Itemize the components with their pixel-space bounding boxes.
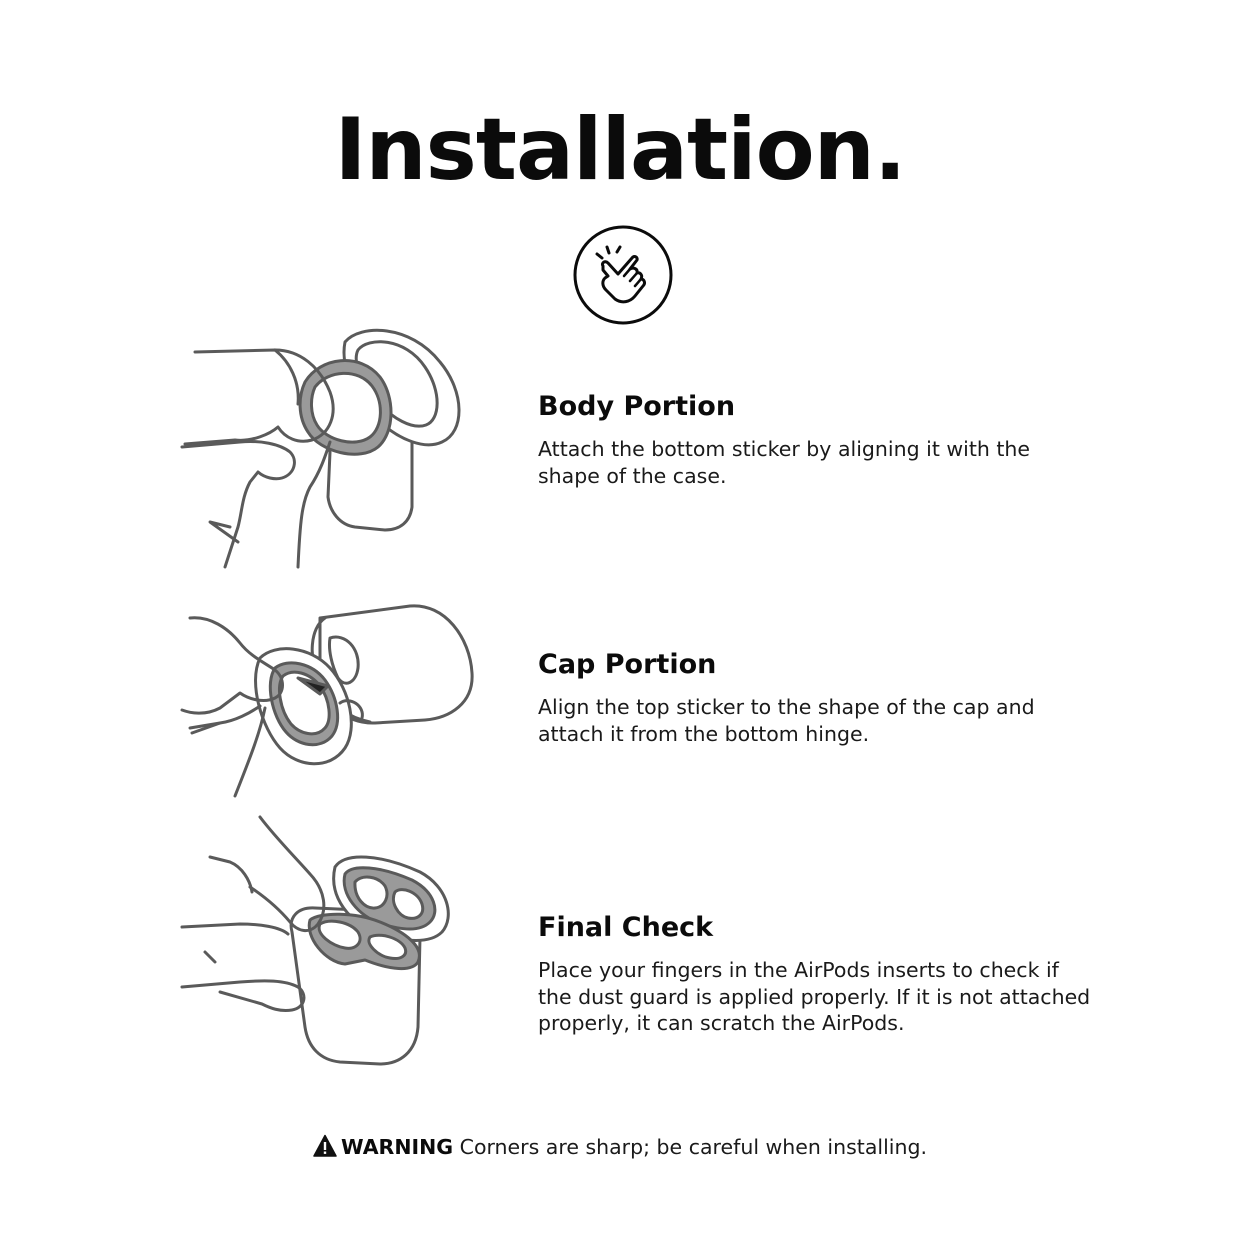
- press-finger-icon: [572, 224, 674, 326]
- step-description-line: properly, it can scratch the AirPods.: [538, 1011, 905, 1035]
- step-description-line: shape of the case.: [538, 463, 727, 488]
- step-title: Cap Portion: [538, 649, 717, 680]
- step-description-line: Place your fingers in the AirPods inserts to check if: [538, 958, 1059, 982]
- step-description-line: Align the top sticker to the shape of the cap and: [538, 695, 1035, 719]
- step-description-line: Attach the bottom sticker by aligning it with the: [538, 437, 1031, 461]
- warning-notice: [0, 1132, 1240, 1162]
- step-cap-portion: [538, 648, 1138, 747]
- cap-portion-illustration: [180, 598, 480, 798]
- step-description: [538, 957, 1138, 1037]
- step-final-check: [538, 911, 1138, 1037]
- body-portion-illustration: [180, 322, 470, 572]
- warning-triangle-icon: [313, 1134, 337, 1158]
- warning-text: Corners are sharp; be careful when installing.: [453, 1135, 927, 1159]
- step-body-portion: [538, 390, 1138, 489]
- step-title: Final Check: [538, 912, 714, 943]
- step-description-line: the dust guard is applied properly. If it is not attached: [538, 984, 1091, 1009]
- final-check-illustration: [180, 812, 460, 1072]
- step-description: [538, 694, 1138, 747]
- step-title: Body Portion: [538, 391, 736, 422]
- warning-label: WARNING: [341, 1135, 454, 1159]
- step-description: [538, 436, 1138, 489]
- page-title: Installation.: [334, 100, 906, 200]
- step-description-line: attach it from the bottom hinge.: [538, 721, 870, 746]
